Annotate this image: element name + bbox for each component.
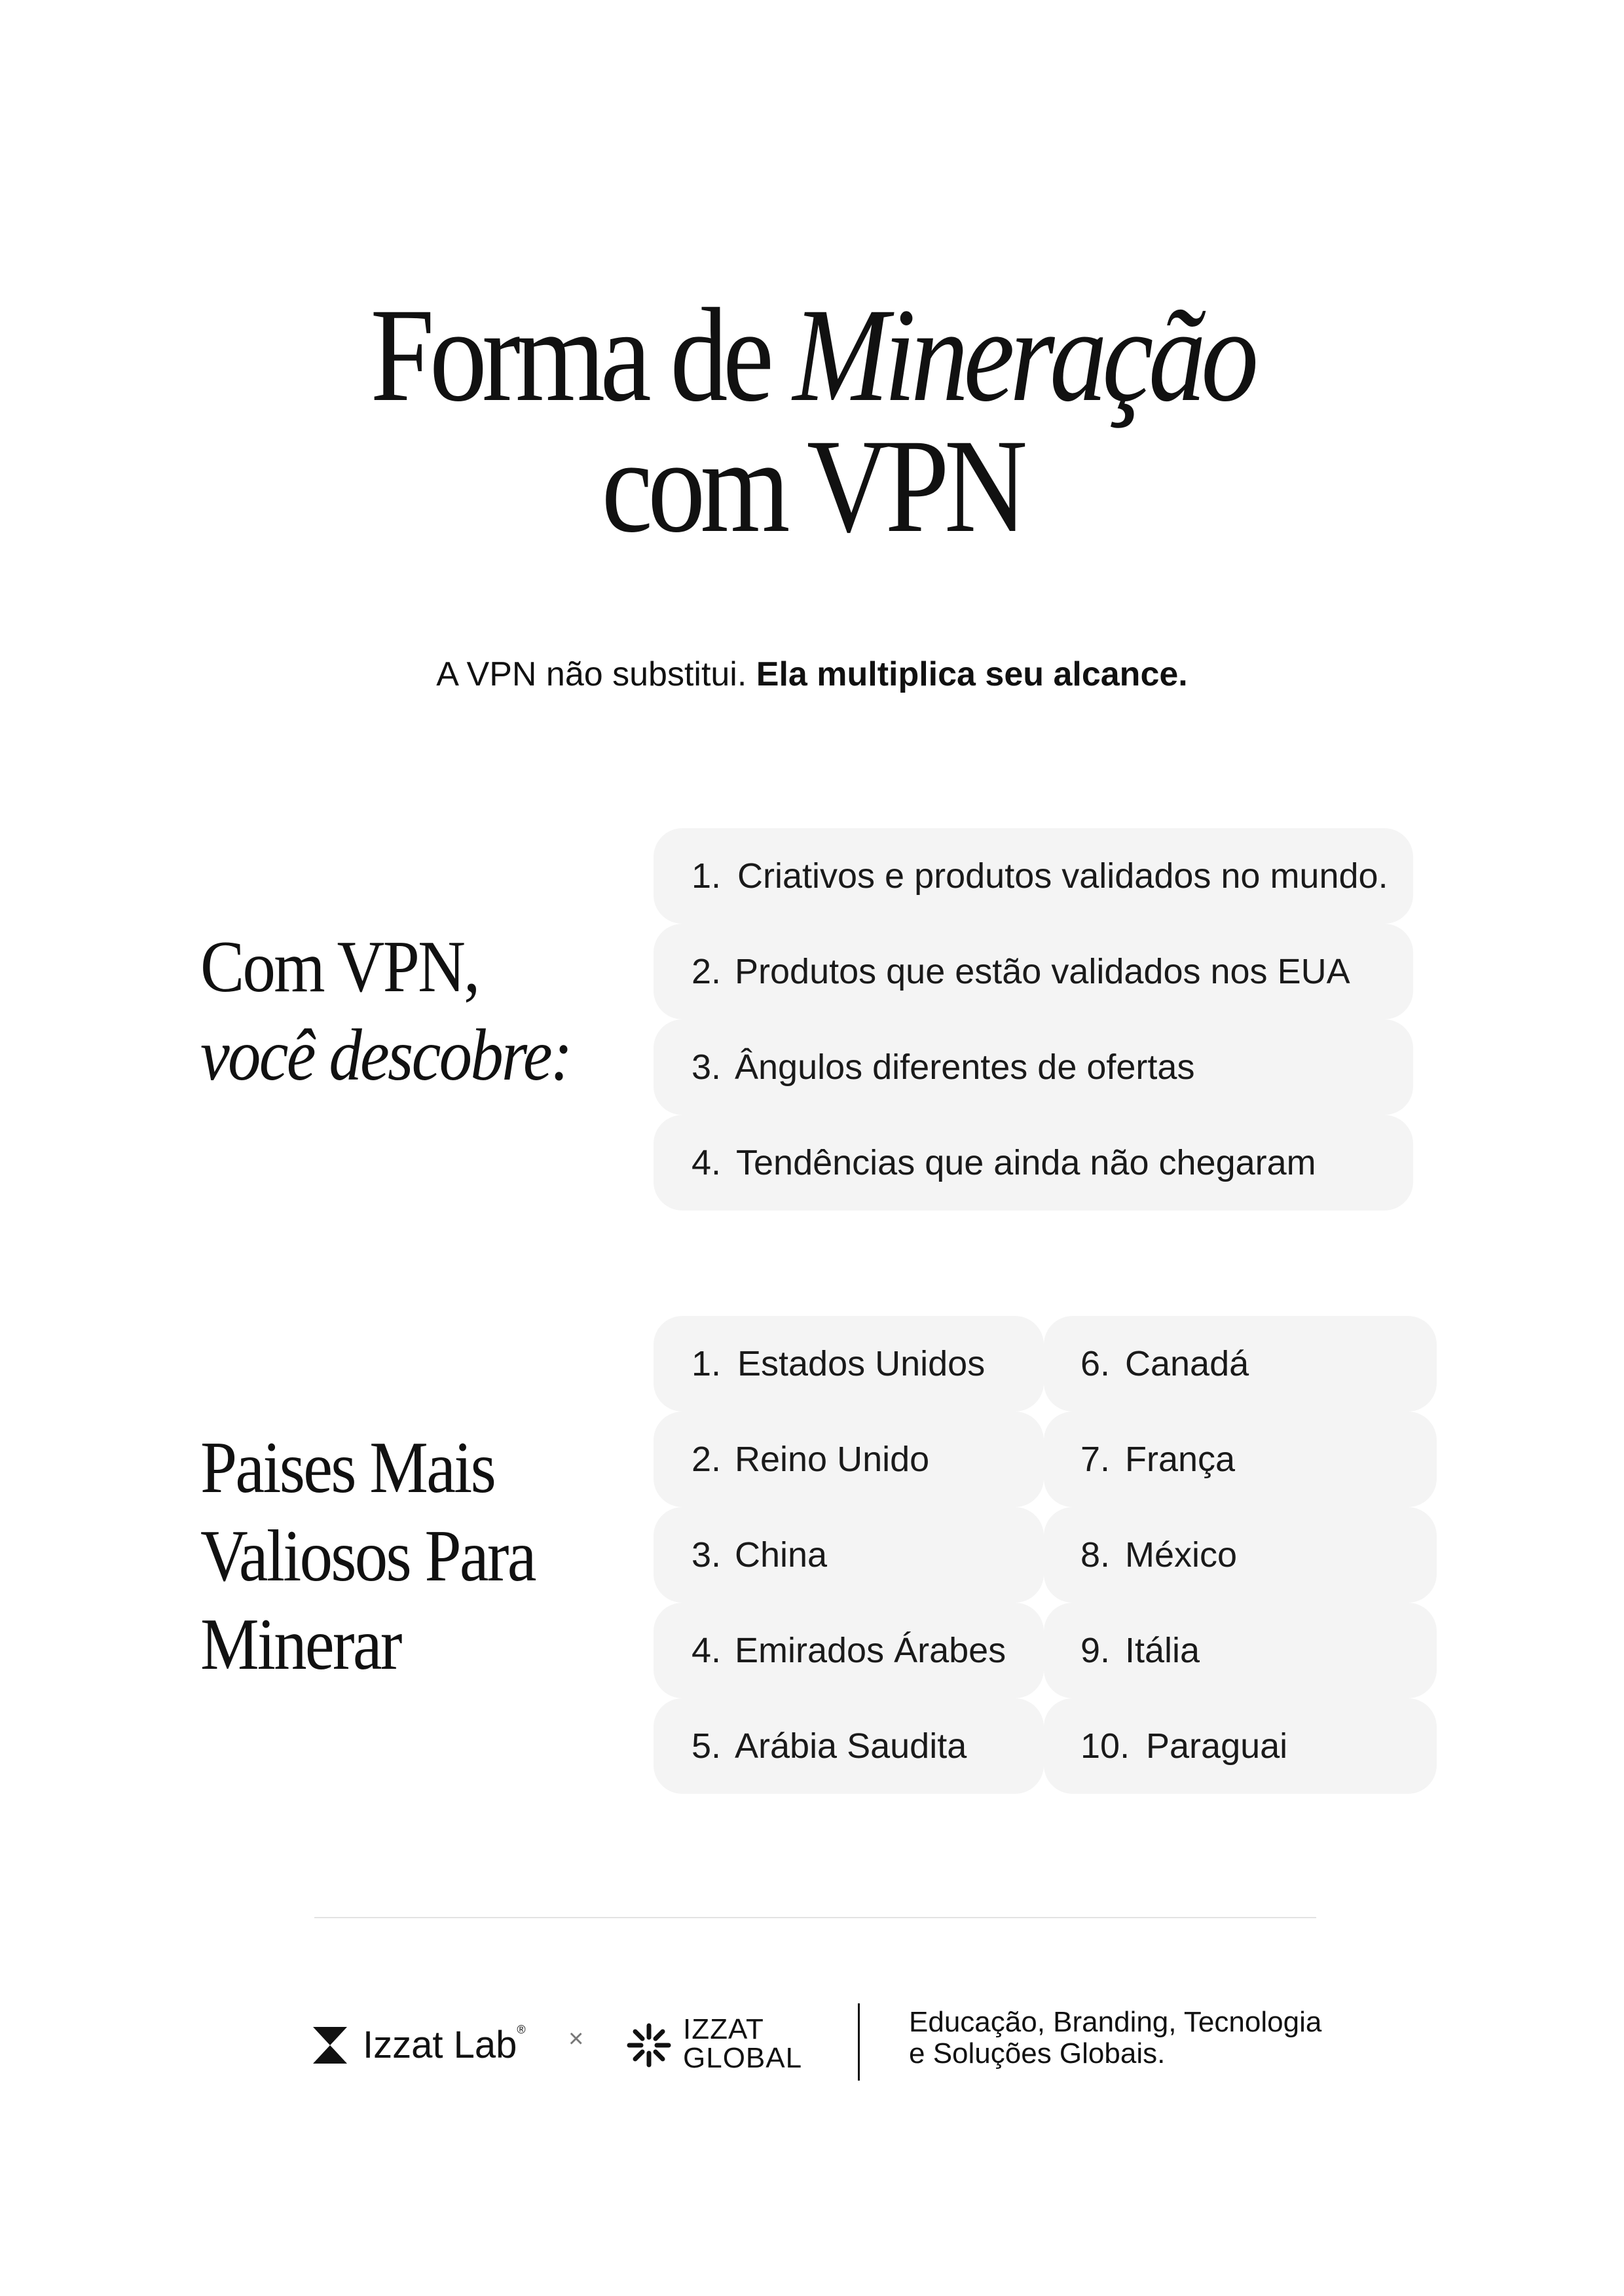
- izzat-global-icon: [625, 2022, 673, 2069]
- item-number: 8.: [1080, 1535, 1111, 1575]
- section1-heading-line-2: você descobre:: [200, 1015, 571, 1096]
- sparkle-icon: [1029, 1493, 1058, 1522]
- title-italic: Mineração: [792, 281, 1254, 429]
- brand2-line-1: IZZAT: [683, 2013, 764, 2045]
- item-number: 9.: [1080, 1631, 1111, 1670]
- item-text: Tendências que ainda não chegaram: [736, 1143, 1316, 1182]
- subtitle-bold: Ela multiplica seu alcance.: [756, 655, 1188, 693]
- item-number: 6.: [1080, 1344, 1111, 1383]
- list-item: [654, 1019, 1413, 1115]
- item-number: 5.: [692, 1726, 722, 1766]
- item-text: Canadá: [1125, 1344, 1249, 1383]
- sparkle-icon: [1029, 1684, 1058, 1713]
- item-text: França: [1125, 1440, 1236, 1479]
- country-item: [654, 1603, 1044, 1698]
- list-item: [654, 828, 1413, 924]
- tagline-line-1: Educação, Branding, Tecnologia: [909, 2006, 1322, 2038]
- section1-heading: [200, 923, 571, 1100]
- item-text: Paraguai: [1146, 1726, 1288, 1766]
- page-title-line-1: [114, 281, 1511, 429]
- footer-tagline: [909, 2007, 1321, 2069]
- item-text: Itália: [1125, 1631, 1200, 1670]
- item-text: Arábia Saudita: [735, 1726, 967, 1766]
- country-item: [1044, 1507, 1437, 1603]
- section1-heading-line-1: Com VPN,: [200, 926, 479, 1008]
- izzat-lab-logo: [313, 2023, 526, 2067]
- item-number: 1.: [692, 1344, 722, 1383]
- section2-heading-line-3: Minerar: [200, 1604, 401, 1685]
- item-text: Emirados Árabes: [735, 1631, 1006, 1670]
- item-number: 4.: [692, 1143, 722, 1182]
- country-item: [1044, 1316, 1437, 1412]
- footer-vertical-divider: [858, 2003, 860, 2081]
- subtitle: [0, 655, 1624, 694]
- separator-x: ×: [568, 2024, 584, 2053]
- item-text: México: [1125, 1535, 1238, 1575]
- hourglass-icon: [313, 2027, 347, 2064]
- izzat-lab-wordmark: [363, 2023, 526, 2067]
- subtitle-plain: A VPN não substitui.: [436, 655, 756, 693]
- item-number: 3.: [692, 1535, 722, 1575]
- footer-divider: [314, 1917, 1316, 1918]
- item-text: Criativos e produtos validados no mundo.: [737, 856, 1388, 896]
- item-number: 7.: [1080, 1440, 1111, 1479]
- country-item: [654, 1412, 1044, 1507]
- registered-mark: ®: [517, 2023, 526, 2036]
- item-number: 4.: [692, 1631, 722, 1670]
- item-number: 3.: [692, 1048, 722, 1087]
- sparkle-icon: [1029, 1588, 1058, 1617]
- item-number: 2.: [692, 1440, 722, 1479]
- item-text: Estados Unidos: [737, 1344, 986, 1383]
- country-item: [654, 1507, 1044, 1603]
- list-item: [654, 1115, 1413, 1211]
- page-title-line-2: com VPN: [601, 412, 1023, 560]
- item-number: 10.: [1080, 1726, 1130, 1766]
- brand1-text: Izzat Lab: [363, 2024, 517, 2066]
- title-plain: Forma de: [370, 281, 793, 429]
- country-item: [1044, 1603, 1437, 1698]
- country-item: [1044, 1698, 1437, 1794]
- section2-heading-line-1: Paises Mais: [200, 1427, 495, 1508]
- sparkle-icon: [1029, 1397, 1058, 1426]
- country-item: [654, 1316, 1044, 1412]
- item-number: 2.: [692, 952, 722, 991]
- item-text: Reino Unido: [735, 1440, 930, 1479]
- section2-heading: [200, 1424, 535, 1689]
- item-text: China: [735, 1535, 828, 1575]
- item-number: 1.: [692, 856, 722, 896]
- izzat-global-wordmark: [683, 2015, 802, 2073]
- item-text: Ângulos diferentes de ofertas: [735, 1048, 1195, 1087]
- country-item: [1044, 1412, 1437, 1507]
- brand2-line-2: GLOBAL: [683, 2042, 803, 2074]
- tagline-line-2: e Soluções Globais.: [909, 2037, 1166, 2069]
- list-item: [654, 924, 1413, 1019]
- item-text: Produtos que estão validados nos EUA: [735, 952, 1350, 991]
- country-item: [654, 1698, 1044, 1794]
- section2-heading-line-2: Valiosos Para: [200, 1516, 535, 1597]
